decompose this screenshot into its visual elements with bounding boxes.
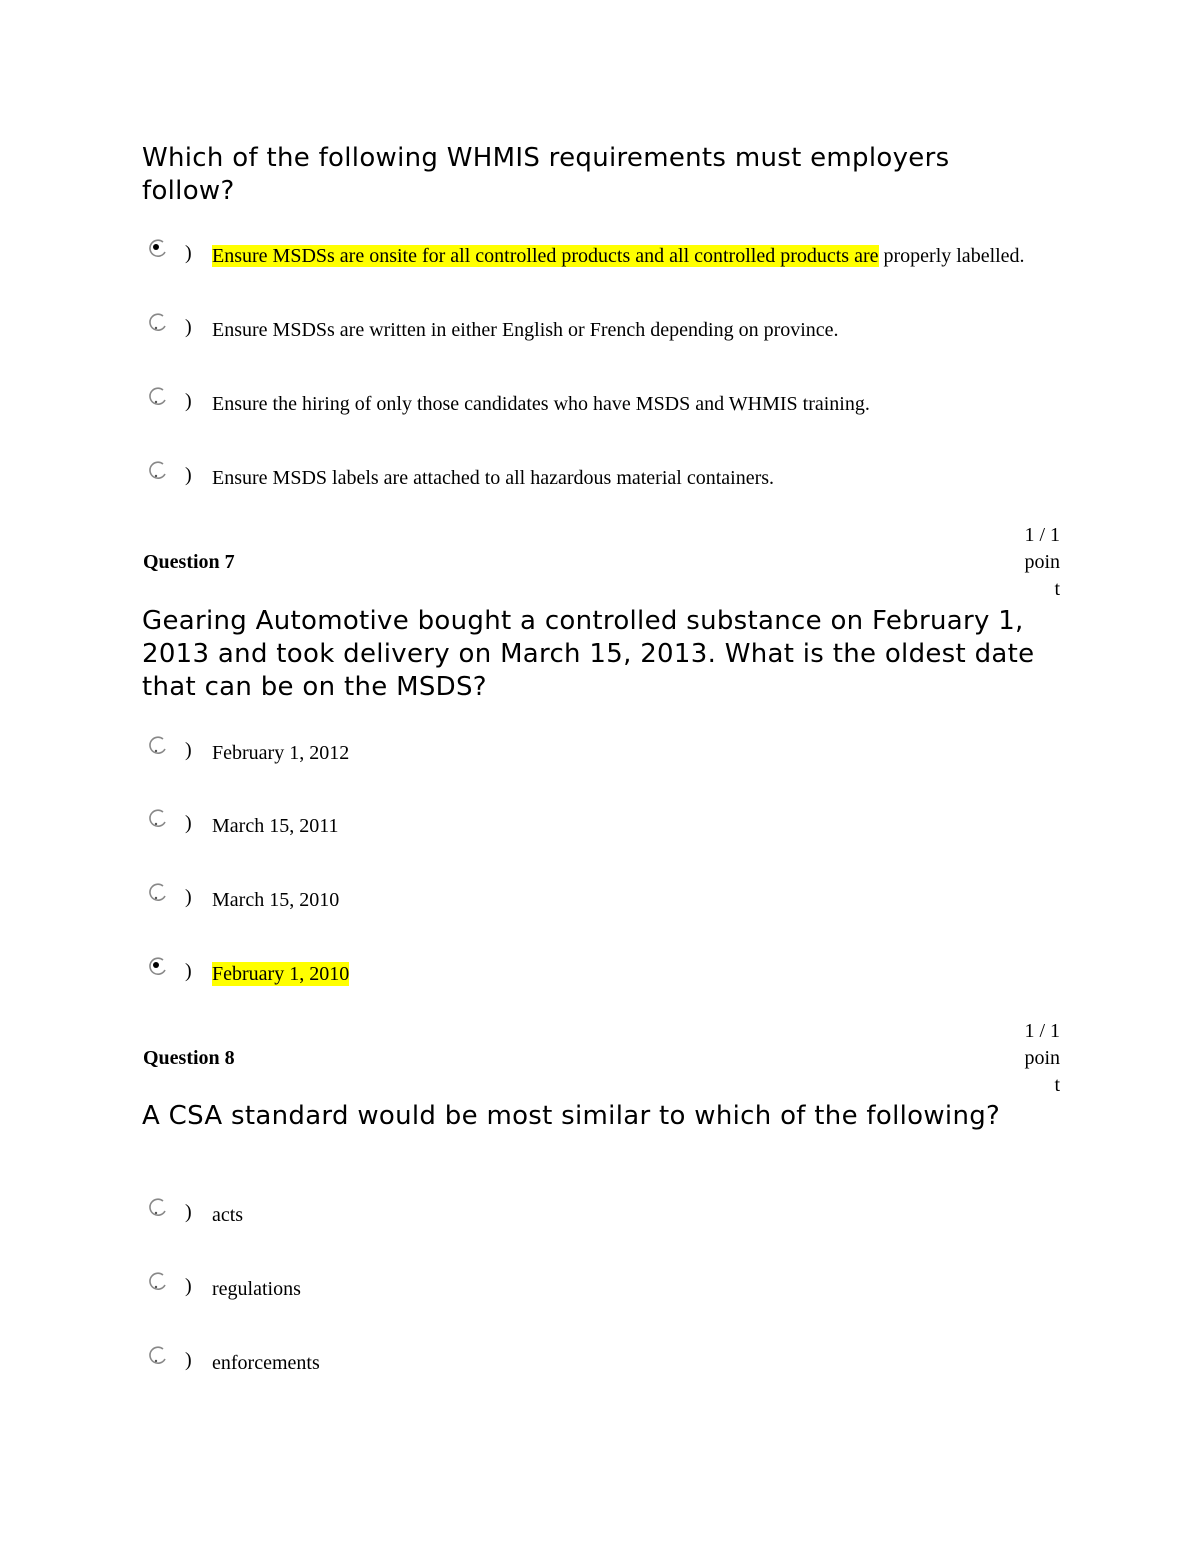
radio-unselected-icon[interactable] [145, 310, 171, 336]
option-marker: ) [185, 1275, 192, 1297]
q6-option-2-label: Ensure MSDSs are written in either English or French depending on province. [212, 319, 839, 341]
q8-option-3-label: enforcements [212, 1352, 320, 1374]
q7-option-2-label: March 15, 2011 [212, 815, 339, 837]
option-marker: ) [185, 1349, 192, 1371]
q6-question-text: Which of the following WHMIS requirements must employers follow? [142, 143, 950, 206]
option-marker: ) [185, 316, 192, 338]
option-marker: ) [185, 739, 192, 761]
q7-option-4-label: February 1, 2010 [212, 963, 350, 985]
points-score: 1 / 1 [1024, 524, 1060, 546]
radio-unselected-icon[interactable] [145, 880, 171, 906]
points-unit-line2: t [1054, 578, 1060, 600]
q6-option-4-label: Ensure MSDS labels are attached to all hazardous material containers. [212, 467, 775, 489]
q8-option-2-label: regulations [212, 1278, 301, 1300]
q8-number: Question 8 [143, 1047, 235, 1069]
q6-option-1-label [212, 244, 1025, 268]
radio-unselected-icon[interactable] [145, 806, 171, 832]
q8-points [1014, 1018, 1060, 1099]
radio-selected-icon[interactable] [145, 236, 171, 262]
points-score: 1 / 1 [1024, 1020, 1060, 1042]
points-unit-line1: poin [1024, 1047, 1060, 1069]
option-marker: ) [185, 886, 192, 908]
option-marker: ) [185, 812, 192, 834]
option-marker: ) [185, 1201, 192, 1223]
q7-option-1-label: February 1, 2012 [212, 742, 350, 764]
option-marker: ) [185, 390, 192, 412]
points-unit-line2: t [1054, 1074, 1060, 1096]
radio-selected-icon[interactable] [145, 954, 171, 980]
highlighted-text: Ensure MSDSs are onsite for all controlled products and all controlled products are [212, 245, 879, 267]
radio-unselected-icon[interactable] [145, 1269, 171, 1295]
points-unit-line1: poin [1024, 551, 1060, 573]
radio-unselected-icon[interactable] [145, 1343, 171, 1369]
option-text-rest: properly labelled. [878, 245, 1025, 267]
option-marker: ) [185, 960, 192, 982]
radio-unselected-icon[interactable] [145, 384, 171, 410]
q8-option-1-label: acts [212, 1204, 244, 1226]
radio-unselected-icon[interactable] [145, 1195, 171, 1221]
q8-question-text: A CSA standard would be most similar to which of the following? [142, 1101, 1001, 1131]
radio-unselected-icon[interactable] [145, 458, 171, 484]
q7-points [1014, 522, 1060, 603]
radio-unselected-icon[interactable] [145, 733, 171, 759]
q7-question-text: Gearing Automotive bought a controlled substance on February 1, 2013 and took delivery on March 15, 2013. What is the oldest date that can be on the MSDS? [142, 606, 1035, 702]
option-marker: ) [185, 464, 192, 486]
q7-option-3-label: March 15, 2010 [212, 889, 340, 911]
q7-number: Question 7 [143, 551, 235, 573]
q6-option-3-label: Ensure the hiring of only those candidates who have MSDS and WHMIS training. [212, 393, 870, 415]
option-marker: ) [185, 242, 192, 264]
